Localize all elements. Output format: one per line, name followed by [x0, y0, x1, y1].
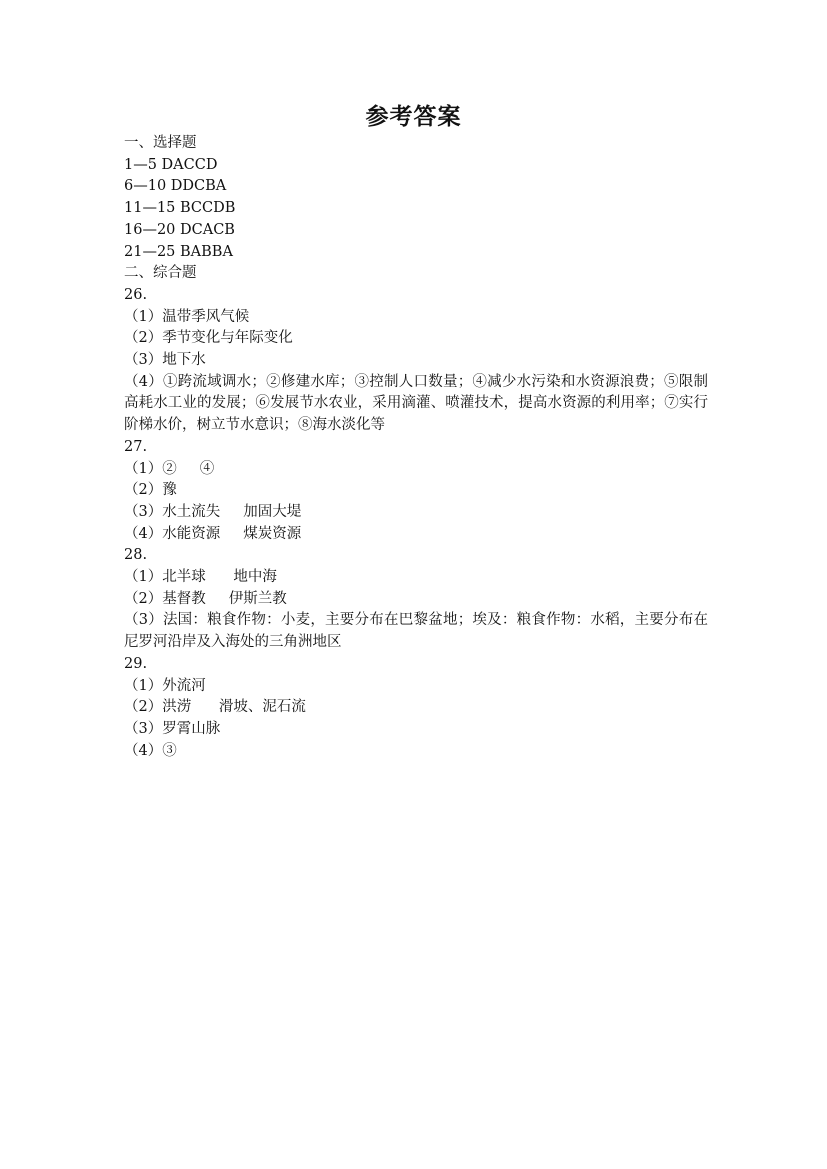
answer-line: 11—15 BCCDB — [124, 200, 236, 217]
answer-paragraph: （3）法国：粮食作物：小麦，主要分布在巴黎盆地；埃及：粮食作物：水稻，主要分布在尼罗河沿岸及入海处的三角洲地区 — [124, 612, 708, 651]
answer-line: （1）温带季风气候 — [124, 308, 250, 325]
answer-line: （1）② ④ — [124, 460, 215, 477]
section-heading-comprehensive: 二、综合题 — [124, 265, 197, 282]
answer-line: （3）罗霄山脉 — [124, 720, 221, 737]
answer-line: （2）豫 — [124, 482, 177, 499]
answer-line: 16—20 DCACB — [124, 221, 235, 238]
answer-line: 21—25 BABBA — [124, 243, 233, 260]
answer-line: （1）北半球 地中海 — [124, 569, 277, 586]
question-number: 28. — [124, 547, 148, 564]
answer-line: 6—10 DDCBA — [124, 178, 227, 195]
answer-line: 1—5 DACCD — [124, 156, 218, 173]
page-title: 参考答案 — [365, 103, 462, 130]
answer-paragraph: （4）①跨流域调水；②修建水库；③控制人口数量；④减少水污染和水资源浪费；⑤限制高耗水工业的发展；⑥发展节水农业，采用滴灌、喷灌技术，提高水资源的利用率；⑦实行阶梯水价，树立节水意识；⑧海水淡化等 — [124, 373, 708, 434]
answer-line: （1）外流河 — [124, 677, 206, 694]
question-number: 26. — [124, 286, 148, 303]
answer-line: （3）地下水 — [124, 352, 206, 369]
answer-line: （2）基督教 伊斯兰教 — [124, 590, 287, 607]
question-number: 27. — [124, 438, 148, 455]
answer-content — [124, 133, 708, 762]
answer-line: （2）季节变化与年际变化 — [124, 330, 293, 347]
section-heading-choice: 一、选择题 — [124, 135, 197, 151]
answer-line: （2）洪涝 滑坡、泥石流 — [124, 699, 306, 716]
answer-line: （3）水土流失 加固大堤 — [124, 503, 302, 520]
answer-line: （4）水能资源 煤炭资源 — [124, 525, 302, 542]
question-number: 29. — [124, 655, 148, 672]
answer-line: （4）③ — [124, 742, 177, 759]
